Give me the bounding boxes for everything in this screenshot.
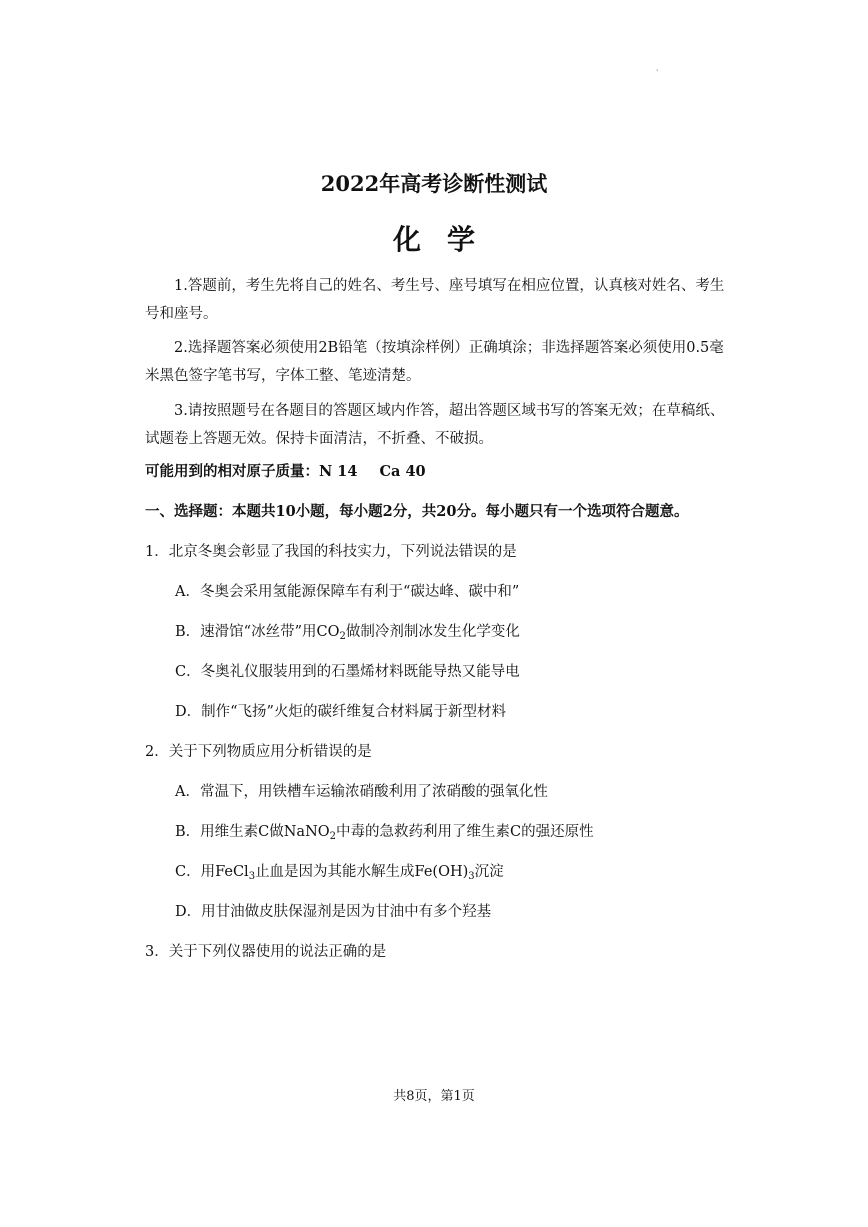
atomic-mass-n: N 14	[319, 463, 358, 480]
question-1-option-b: B．速滑馆“冰丝带”用$CO_2$做制冷剂制冰发生化学变化	[175, 624, 520, 642]
scan-mark: '	[656, 68, 659, 77]
instruction-2: 2.选择题答案必须使用2B铅笔（按填涂样例）正确填涂；非选择题答案必须使用0.5毫米黑色签字笔书写，字体工整、笔迹清楚。	[145, 340, 724, 384]
question-2-option-a: A．常温下，用铁槽车运输浓硝酸利用了浓硝酸的强氧化性	[175, 784, 548, 800]
question-2-option-b: B．用维生素C做NaNO$_2$中毒的急救药利用了维生素C的强还原性	[175, 824, 594, 842]
subject-title: 化学	[392, 223, 501, 256]
instruction-3: 3.请按照题号在各题目的答题区域内作答，超出答题区域书写的答案无效；在草稿纸、试题卷上答题无效。保持卡面清洁，不折叠、不破损。	[145, 403, 725, 447]
question-1-option-c: C．冬奥礼仪服装用到的石墨烯材料既能导热又能导电	[175, 664, 520, 680]
question-2-stem: 2．关于下列物质应用分析错误的是	[145, 744, 372, 760]
atomic-mass-label: 可能用到的相对原子质量：	[145, 463, 319, 480]
atomic-mass-ca: Ca 40	[379, 463, 426, 480]
question-1-option-a: A．冬奥会采用氢能源保障车有利于“碳达峰、碳中和”	[175, 584, 520, 600]
question-1-stem: 1．北京冬奥会彰显了我国的科技实力，下列说法错误的是	[145, 544, 517, 560]
atomic-mass-line	[145, 460, 426, 481]
question-1-option-d: D．制作“飞扬”火炬的碳纤维复合材料属于新型材料	[175, 704, 506, 720]
exam-title: 2022年高考诊断性测试	[320, 171, 548, 196]
section-heading: 一、选择题：本题共10小题，每小题2分，共20分。每小题只有一个选项符合题意。	[145, 503, 689, 520]
instruction-1: 1.答题前，考生先将自己的姓名、考生号、座号填写在相应位置，认真核对姓名、考生号和座号。	[145, 278, 725, 322]
question-2-option-c: C．用FeCl$_3$止血是因为其能水解生成$Fe(OH)_3$沉淀	[175, 864, 504, 882]
page-footer: 共8页，第1页	[393, 1089, 475, 1104]
question-3-stem: 3．关于下列仪器使用的说法正确的是	[145, 944, 387, 960]
question-2-option-d: D．用甘油做皮肤保湿剂是因为甘油中有多个羟基	[175, 904, 492, 920]
